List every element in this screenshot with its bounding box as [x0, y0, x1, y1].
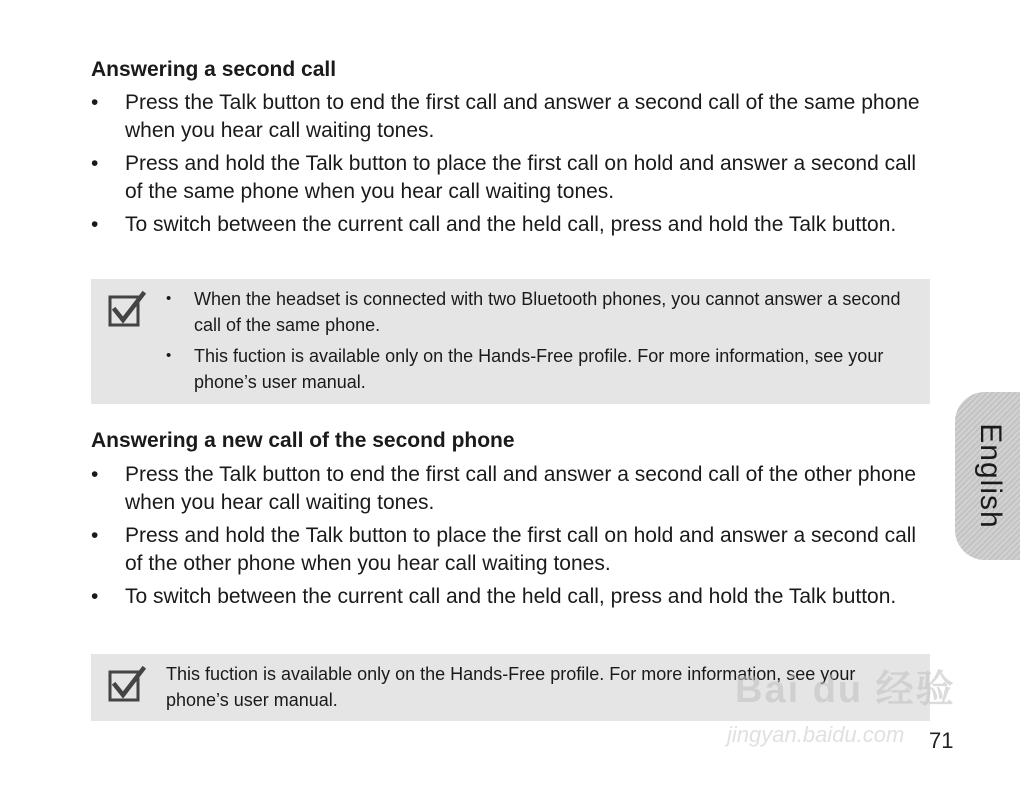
page-number: 71 [929, 728, 954, 753]
bullet-item [91, 461, 931, 517]
note-box-second-call [91, 279, 930, 404]
language-tab-label: English [974, 423, 1007, 529]
section-heading-second-call: Answering a second call [91, 58, 337, 81]
checkbox-check-icon [108, 666, 146, 704]
bullet-text: Press and hold the Talk button to place the first call on hold and answer a second call of the same phone when you hear call waiting tones. [125, 152, 917, 203]
note-bullet-list [166, 286, 912, 400]
checkbox-check-icon [108, 291, 146, 329]
note-item [166, 286, 912, 338]
bullet-marker: • [91, 585, 99, 608]
bullet-marker: • [91, 152, 99, 175]
watermark-site: jingyan.baidu.com [727, 722, 905, 747]
bullet-marker: • [91, 524, 99, 547]
bullet-item [91, 583, 931, 611]
second-call-bullet-list [91, 89, 931, 244]
bullet-item [91, 150, 931, 206]
note-bullet-marker: • [166, 290, 172, 307]
bullet-item [91, 89, 931, 145]
note-bullet-marker: • [166, 347, 172, 364]
bullet-item [91, 211, 931, 239]
bullet-text: Press the Talk button to end the first call and answer a second call of the same phone when you hear call waiting tones. [125, 91, 920, 142]
note-text: This fuction is available only on the Hands-Free profile. For more information, see your phone’s user manual. [166, 664, 856, 710]
note-item [166, 343, 912, 395]
bullet-marker: • [91, 213, 99, 236]
bullet-marker: • [91, 463, 99, 486]
note-text: This fuction is available only on the Hands-Free profile. For more information, see your phone’s user manual. [194, 346, 884, 392]
bullet-text: Press the Talk button to end the first call and answer a second call of the other phone when you hear call waiting tones. [125, 463, 917, 514]
section-heading-second-phone: Answering a new call of the second phone [91, 429, 515, 452]
watermark-logo: Bai du 经验 [735, 669, 956, 711]
bullet-marker: • [91, 91, 99, 114]
note-text: When the headset is connected with two Bluetooth phones, you cannot answer a second call of the same phone. [194, 289, 901, 335]
second-phone-bullet-list [91, 461, 931, 616]
language-tab [955, 392, 1020, 560]
bullet-text: To switch between the current call and the held call, press and hold the Talk button. [125, 213, 897, 236]
bullet-text: Press and hold the Talk button to place the first call on hold and answer a second call of the other phone when you hear call waiting tones. [125, 524, 917, 575]
bullet-item [91, 522, 931, 578]
bullet-text: To switch between the current call and the held call, press and hold the Talk button. [125, 585, 897, 608]
